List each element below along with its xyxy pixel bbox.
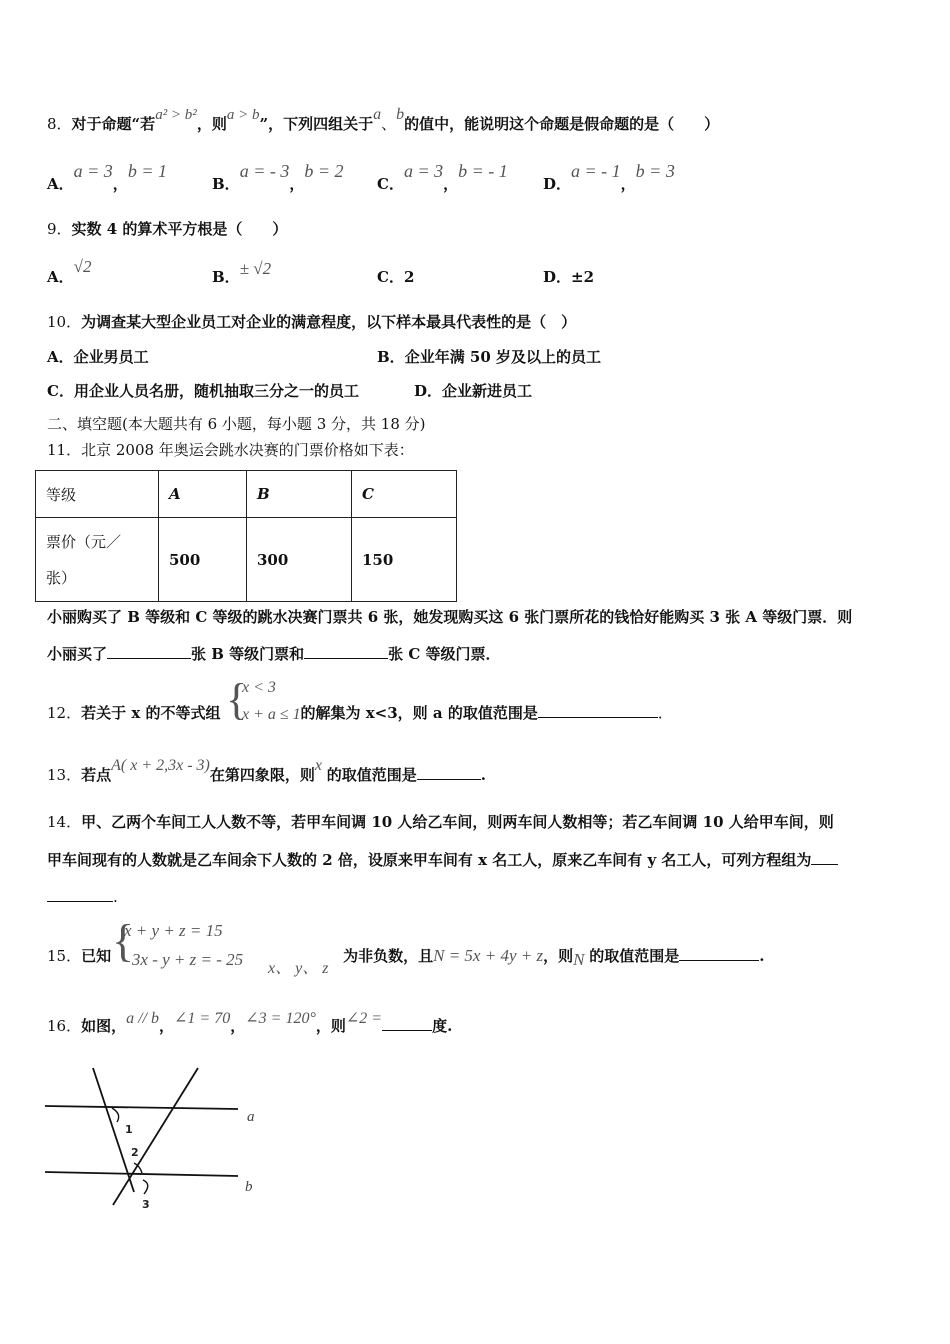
q9-text: 实数 4 的算术平方根是（ ） bbox=[71, 220, 288, 238]
option-label: A． bbox=[47, 175, 74, 193]
q9-number: 9． bbox=[47, 220, 72, 238]
answer-blank[interactable] bbox=[107, 644, 191, 659]
q14-end: . bbox=[113, 888, 118, 906]
q8-conclusion: a > b bbox=[226, 107, 260, 123]
answer-blank[interactable] bbox=[417, 765, 481, 780]
q8-text2: ，则 bbox=[196, 115, 227, 133]
option-label: A． bbox=[47, 268, 74, 286]
table-cell: 300 bbox=[247, 518, 352, 602]
option-value: 企业男员工 bbox=[73, 348, 149, 366]
option-b-value: b = - 1 bbox=[458, 161, 508, 181]
table-cell: 500 bbox=[159, 518, 247, 602]
table-cell bbox=[36, 518, 159, 602]
answer-blank[interactable] bbox=[811, 850, 838, 865]
option-a-value: a = - 1 bbox=[571, 161, 621, 181]
q11-body-a: 小丽买了 bbox=[47, 645, 108, 663]
option-label: D． bbox=[543, 268, 572, 286]
q14-text2: 甲车间现有的人数就是乙车间余下人数的 2 倍，设原来甲车间有 x 名工人，原来乙车间有 y 名工人，可列方程组为 bbox=[47, 851, 812, 869]
answer-blank[interactable] bbox=[304, 644, 388, 659]
option-value: √2 bbox=[73, 257, 92, 276]
answer-blank[interactable] bbox=[538, 703, 658, 718]
option-value: 企业新进员工 bbox=[442, 382, 533, 400]
q15-eq2: - 3x - y + z = - 25 bbox=[122, 950, 244, 969]
q12-stem bbox=[47, 703, 673, 723]
option-a-value: a = 3 bbox=[73, 161, 113, 181]
q8-option-d[interactable]: D．a = - 1，b = 3 bbox=[543, 161, 675, 193]
q14-line1 bbox=[47, 812, 834, 832]
transversal-2 bbox=[113, 1068, 198, 1205]
option-value: ±2 bbox=[571, 268, 595, 286]
q11-body-line2 bbox=[47, 644, 501, 664]
answer-blank[interactable] bbox=[382, 1016, 432, 1031]
q15-end: . bbox=[759, 947, 765, 965]
q14-line3 bbox=[47, 887, 118, 907]
q15-text4: 的取值范围是 bbox=[589, 947, 680, 965]
q8-text3: ”，下列四组关于 bbox=[259, 115, 374, 133]
option-label: B． bbox=[212, 268, 240, 286]
table-cell: B bbox=[247, 471, 352, 518]
row-label-line2: 张） bbox=[46, 568, 77, 587]
q13-text1: 若点 bbox=[81, 766, 112, 784]
q15-brace: { bbox=[112, 915, 135, 966]
label-b: b bbox=[245, 1179, 253, 1195]
q8-var-a: a bbox=[373, 106, 382, 123]
angle3-arc bbox=[143, 1180, 148, 1194]
table-cell: A bbox=[159, 471, 247, 518]
q11-number: 11． bbox=[47, 441, 82, 459]
line-a bbox=[45, 1106, 238, 1109]
option-label: C． bbox=[377, 268, 404, 286]
option-b-value: b = 2 bbox=[304, 161, 344, 181]
q16-end: 度. bbox=[432, 1017, 453, 1035]
q8-text1: 对于命题“若 bbox=[71, 115, 156, 133]
q12-brace: { bbox=[226, 675, 248, 724]
label-angle2: 2 bbox=[131, 1146, 139, 1159]
q9-option-a[interactable] bbox=[47, 257, 92, 287]
option-label: C． bbox=[47, 382, 74, 400]
q16-number: 16． bbox=[47, 1017, 82, 1035]
table-row bbox=[36, 471, 457, 518]
q15-vars: x、 y、 z bbox=[268, 960, 329, 977]
option-label: A． bbox=[47, 348, 74, 366]
q12-text1: 若关于 x 的不等式组 bbox=[81, 704, 221, 722]
q8-stem bbox=[47, 106, 720, 135]
q8-option-c[interactable]: C．a = 3，b = - 1 bbox=[377, 161, 508, 193]
q10-text: 为调查某大型企业员工对企业的满意程度，以下样本最具代表性的是（ ） bbox=[81, 313, 577, 331]
q12-end: ． bbox=[657, 704, 673, 722]
q8-text4: 的值中，能说明这个命题是假命题的是（ ） bbox=[404, 115, 720, 133]
q16-stem: 16．如图，a // b，∠1 = 70，∠3 = 120°，则∠2 = 度. bbox=[47, 1010, 453, 1035]
q9-option-d[interactable] bbox=[543, 266, 594, 287]
label-a: a bbox=[247, 1109, 255, 1125]
q12-text2: 的解集为 x<3，则 a 的取值范围是 bbox=[300, 704, 538, 722]
table-cell: C bbox=[352, 471, 457, 518]
q15-number: 15． bbox=[47, 947, 82, 965]
q9-option-c[interactable] bbox=[377, 266, 414, 287]
q10-option-a[interactable] bbox=[47, 346, 149, 367]
q14-number: 14． bbox=[47, 813, 82, 831]
table-cell: 150 bbox=[352, 518, 457, 602]
q12-ineq1: x < 3 bbox=[242, 679, 276, 696]
option-a-value: a = - 3 bbox=[239, 161, 290, 181]
q11-body-b: 张 B 等级门票和 bbox=[191, 645, 305, 663]
q14-text1: 甲、乙两个车间工人人数不等，若甲车间调 10 人给乙车间，则两车间人数相等；若乙车间调 10 人给甲车间，则 bbox=[81, 813, 834, 831]
q13-stem bbox=[47, 757, 487, 786]
q13-text2: 在第四象限，则 bbox=[209, 766, 315, 784]
option-value: ± √2 bbox=[239, 259, 272, 278]
q11-body-c: 张 C 等级门票． bbox=[388, 645, 501, 663]
parallel-lines-figure bbox=[40, 1060, 280, 1220]
label-angle3: 3 bbox=[142, 1198, 150, 1211]
table-row bbox=[36, 518, 457, 602]
option-value: 企业年满 50 岁及以上的员工 bbox=[404, 348, 602, 366]
q9-option-b[interactable] bbox=[212, 259, 272, 287]
q10-number: 10． bbox=[47, 313, 82, 331]
option-label: B． bbox=[377, 348, 405, 366]
q16-text1: 如图， bbox=[81, 1017, 127, 1035]
q15-var-n: N bbox=[573, 950, 585, 969]
q8-var-b: b bbox=[396, 106, 405, 123]
q8-sep: 、 bbox=[381, 115, 397, 133]
option-label: C． bbox=[377, 175, 404, 193]
q16-cond1: a // b bbox=[126, 1010, 159, 1027]
row-label-line1: 票价（元／ bbox=[46, 532, 122, 551]
q11-body-line1: 小丽购买了 B 等级和 C 等级的跳水决赛门票共 6 张，她发现购买这 6 张门票所花的钱恰好能购买 3 张 A 等级门票．则 bbox=[47, 608, 853, 626]
q14-line2 bbox=[47, 850, 838, 870]
q16-ask: ∠2 = bbox=[345, 1010, 383, 1027]
q13-text3: 的取值范围是 bbox=[326, 766, 417, 784]
q16-text2: ，则 bbox=[315, 1017, 346, 1035]
q10-option-b[interactable] bbox=[377, 346, 601, 367]
q13-point: A( x + 2,3x - 3) bbox=[111, 757, 210, 774]
option-label: D． bbox=[543, 175, 572, 193]
answer-blank[interactable] bbox=[47, 887, 113, 902]
angle1-arc bbox=[112, 1108, 119, 1122]
option-label: D． bbox=[414, 382, 443, 400]
q9-stem bbox=[47, 219, 287, 239]
q15-expr: N = 5x + 4y + z bbox=[433, 946, 544, 965]
q12-number: 12． bbox=[47, 704, 82, 722]
q8-number: 8． bbox=[47, 115, 72, 133]
q10-option-c[interactable] bbox=[47, 380, 359, 401]
section-heading: 二、填空题(本大题共有 6 小题，每小题 3 分，共 18 分) bbox=[47, 415, 426, 433]
q15-text3: ，则 bbox=[543, 947, 574, 965]
q11-stem bbox=[47, 440, 414, 460]
option-label: B． bbox=[212, 175, 240, 193]
answer-blank[interactable] bbox=[679, 946, 759, 961]
option-a-value: a = 3 bbox=[403, 161, 444, 181]
q16-cond2: ∠1 = 70 bbox=[174, 1010, 231, 1027]
q13-end: . bbox=[480, 766, 487, 784]
q15-text2: 为非负数，且 bbox=[343, 947, 434, 965]
q15-text1: 已知 bbox=[81, 947, 112, 965]
q10-option-d[interactable] bbox=[414, 380, 532, 401]
q10-stem bbox=[47, 312, 576, 332]
option-value: 2 bbox=[403, 268, 415, 286]
table-cell: 等级 bbox=[36, 471, 159, 518]
option-b-value: b = 1 bbox=[127, 161, 167, 181]
q8-option-b[interactable]: B．a = - 3，b = 2 bbox=[212, 161, 344, 193]
option-value: 用企业人员名册，随机抽取三分之一的员工 bbox=[73, 382, 359, 400]
q13-var: x bbox=[314, 757, 322, 774]
label-angle1: 1 bbox=[125, 1123, 133, 1136]
option-b-value: b = 3 bbox=[635, 161, 675, 181]
q15-eq1: x + y + z = 15 bbox=[124, 921, 223, 940]
q16-cond3: ∠3 = 120° bbox=[245, 1010, 316, 1027]
q13-number: 13． bbox=[47, 766, 82, 784]
q12-ineq2: x + a ≤ 1 bbox=[242, 706, 301, 723]
q11-text: 北京 2008 年奥运会跳水决赛的门票价格如下表： bbox=[81, 441, 414, 459]
q8-condition: a² > b² bbox=[155, 107, 197, 123]
q8-option-a[interactable]: A．a = 3，b = 1 bbox=[47, 161, 167, 193]
ticket-price-table bbox=[35, 470, 457, 602]
